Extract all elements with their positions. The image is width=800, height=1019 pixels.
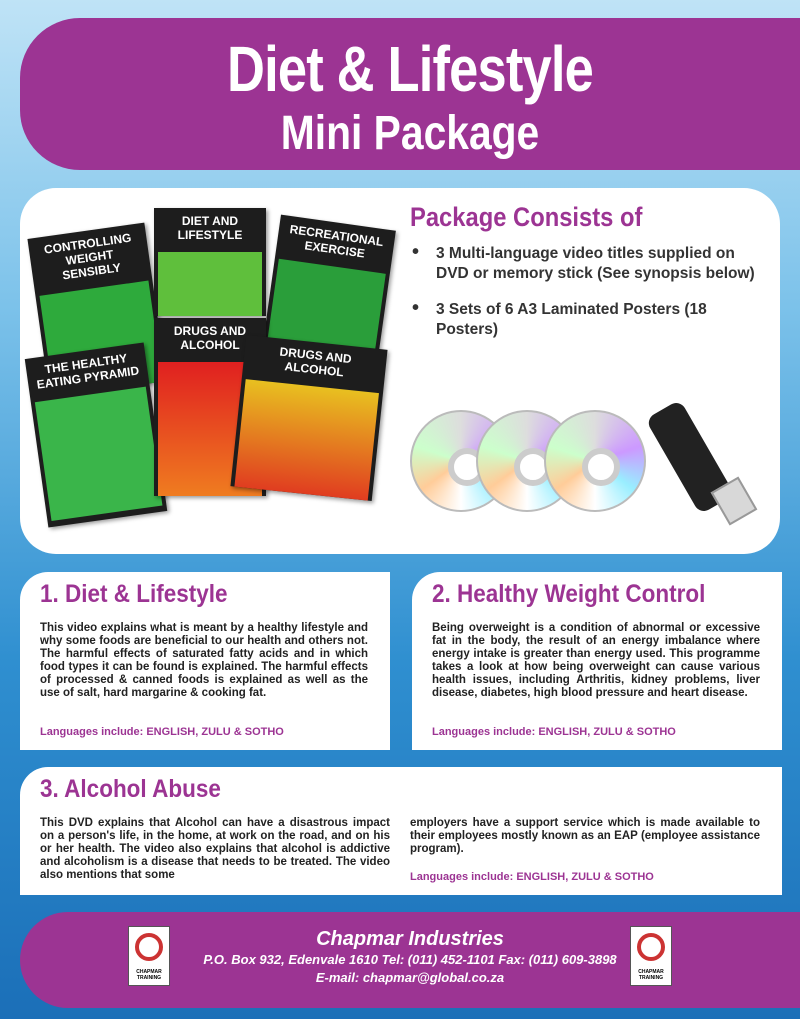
poster-healthy-eating-pyramid: THE HEALTHY EATING PYRAMID bbox=[25, 342, 167, 527]
package-bullet: • 3 Multi-language video titles supplied on DVD or memory stick (See synopsis below) bbox=[408, 244, 768, 284]
poster-diet-and-lifestyle: DIET AND LIFESTYLE bbox=[154, 208, 266, 316]
poster-recreational-exercise: RECREATIONAL EXERCISE bbox=[260, 215, 396, 380]
page-subtitle: Mini Package bbox=[280, 107, 540, 160]
poster-controlling-weight: CONTROLLING WEIGHT SENSIBLY bbox=[27, 223, 166, 398]
chapmar-logo-right: CHAPMAR TRAINING bbox=[630, 926, 672, 986]
package-bullet: • 3 Sets of 6 A3 Laminated Posters (18 Posters) bbox=[408, 300, 768, 340]
section-languages: Languages include: ENGLISH, ZULU & SOTHO bbox=[432, 726, 676, 738]
company-email[interactable]: E-mail: chapmar@global.co.za bbox=[315, 970, 505, 985]
page-title: Diet & Lifestyle bbox=[226, 33, 594, 105]
poster-drugs-and-alcohol-1: DRUGS AND ALCOHOL bbox=[154, 318, 266, 496]
section-title: 1. Diet & Lifestyle bbox=[40, 580, 228, 608]
section-body: This video explains what is meant by a healthy lifestyle and why some foods are beneficial to our health and others not. The harmful effects of saturated fatty acids and in which food types it can be found is explained. The harmful effects of processed & canned foods is explained as well as the use of salt, hard margarine & cooking fat. bbox=[40, 622, 368, 699]
dvd-disc-icon bbox=[544, 410, 646, 512]
section-alcohol-abuse bbox=[20, 767, 782, 895]
section-body-left: This DVD explains that Alcohol can have a disastrous impact on a person's life, in the home, at work on the road, and on his or her health. The video also explains that alcohol is addictive and alcoholism is a disease that needs to be treated. The video also mentions that some bbox=[40, 817, 390, 881]
section-languages: Languages include: ENGLISH, ZULU & SOTHO bbox=[410, 871, 654, 883]
company-address: P.O. Box 932, Edenvale 1610 Tel: (011) 452-1101 Fax: (011) 609-3898 bbox=[203, 952, 617, 967]
section-weight-control bbox=[412, 572, 782, 750]
section-body: Being overweight is a condition of abnormal or excessive fat in the body, the result of an energy imbalance where energy intake is greater than energy used. This programme takes a look at how being overweight can cause various health issues, including Arthritis, kidney problems, liver disease, diabetes, high blood pressure and heart disease. bbox=[432, 622, 760, 699]
section-languages: Languages include: ENGLISH, ZULU & SOTHO bbox=[40, 726, 284, 738]
footer-banner bbox=[20, 912, 800, 1008]
company-name: Chapmar Industries bbox=[316, 928, 504, 950]
header-banner bbox=[20, 18, 800, 170]
chapmar-logo-left: CHAPMAR TRAINING bbox=[128, 926, 170, 986]
section-title: 3. Alcohol Abuse bbox=[40, 775, 221, 803]
lifebuoy-icon bbox=[637, 933, 665, 961]
package-list bbox=[408, 244, 768, 356]
package-heading: Package Consists of bbox=[410, 202, 643, 232]
section-body-right: employers have a support service which is made available to their employees mostly known as an EAP (employee assistance program). bbox=[410, 817, 760, 855]
section-title: 2. Healthy Weight Control bbox=[432, 580, 706, 608]
poster-drugs-and-alcohol-2: DRUGS AND ALCOHOL bbox=[230, 335, 387, 501]
section-diet-lifestyle bbox=[20, 572, 390, 750]
